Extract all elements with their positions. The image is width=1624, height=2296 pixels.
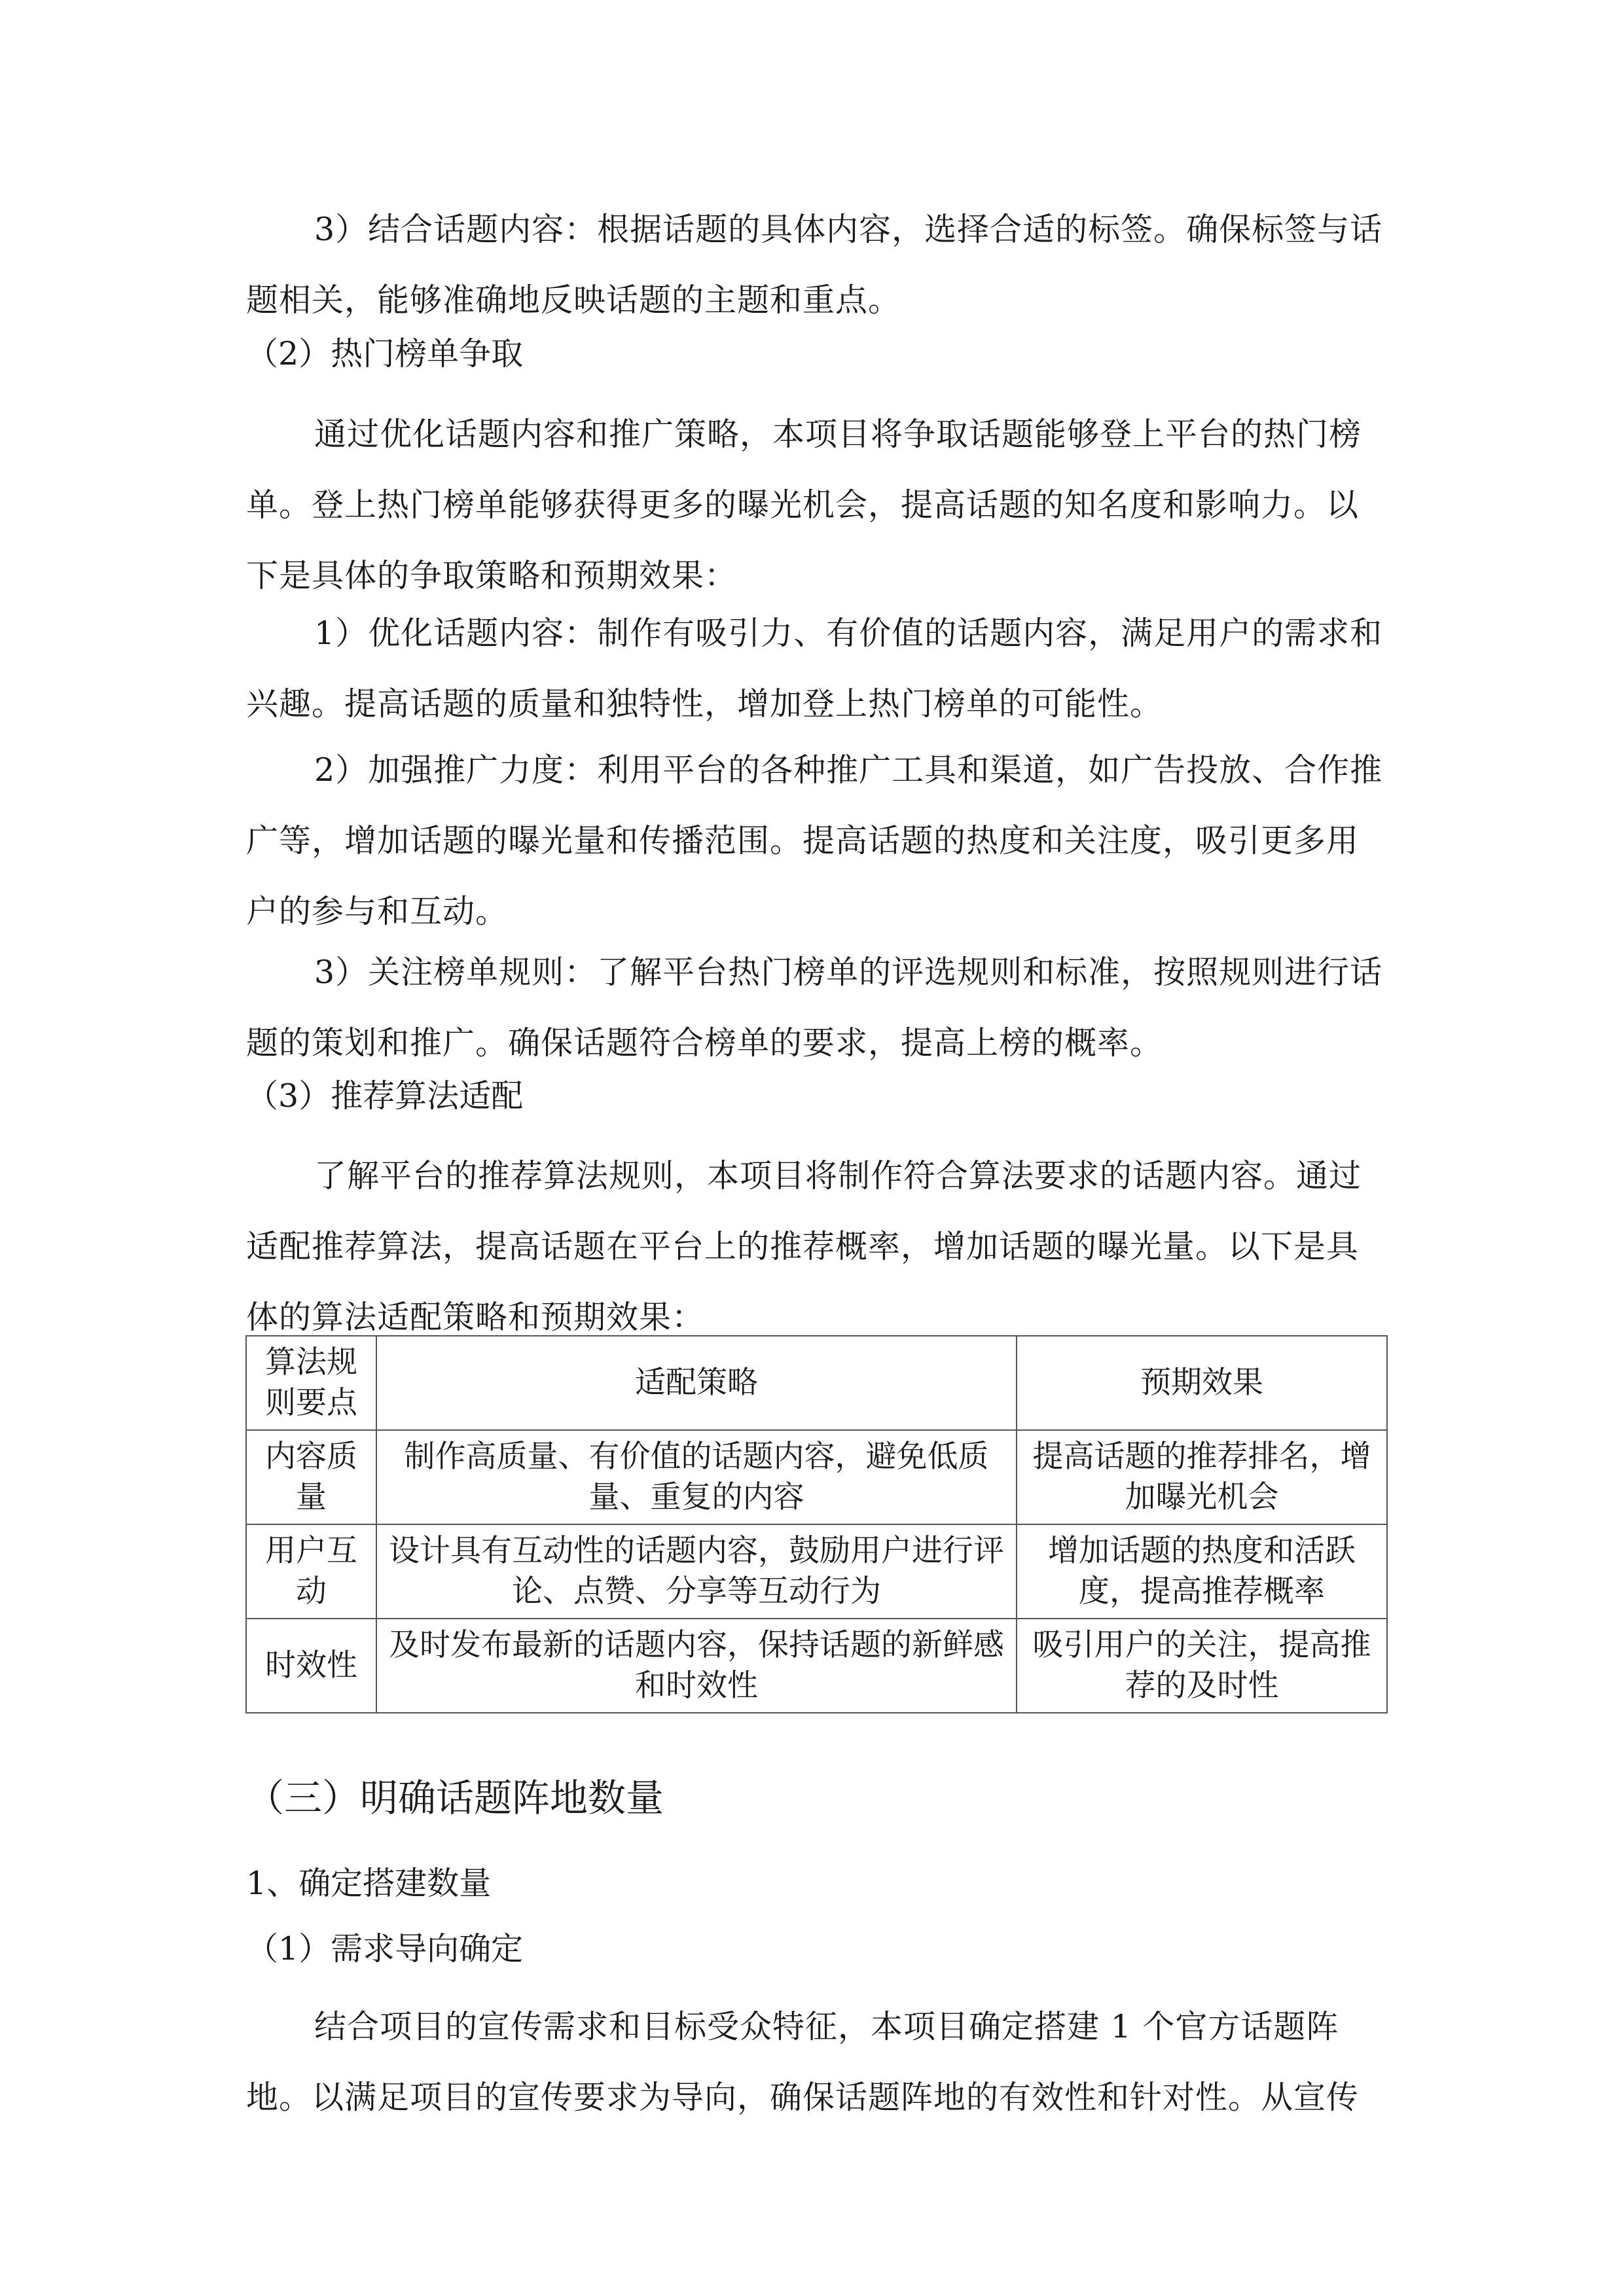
table-row (246, 1430, 1387, 1524)
heading-hot-list: （2）热门榜单争取 (246, 335, 524, 372)
table-row (246, 1619, 1387, 1713)
table-row (246, 1524, 1387, 1619)
algorithm-table (245, 1335, 1388, 1713)
heading-algorithm: （3）推荐算法适配 (246, 1077, 524, 1115)
table-cell: 内容质量 (246, 1430, 376, 1524)
table-cell: 提高话题的推荐排名，增加曝光机会 (1017, 1430, 1387, 1524)
paragraph-algorithm-intro: 了解平台的推荐算法规则，本项目将制作符合算法要求的话题内容。通过适配推荐算法，提高话题在平台上的推荐概率，增加话题的曝光量。以下是具体的算法适配策略和预期效果： (246, 1157, 1362, 1336)
table-header-cell: 适配策略 (376, 1336, 1017, 1430)
table-header-cell: 预期效果 (1017, 1336, 1387, 1430)
paragraph-list-rules: 3）关注榜单规则：了解平台热门榜单的评选规则和标准，按照规则进行话题的策划和推广。确保话题符合榜单的要求，提高上榜的概率。 (246, 954, 1383, 1062)
subheading-count: 1、确定搭建数量 (246, 1865, 492, 1902)
table-cell: 制作高质量、有价值的话题内容，避免低质量、重复的内容 (376, 1430, 1017, 1524)
paragraph-tag-content: 3）结合话题内容：根据话题的具体内容，选择合适的标签。确保标签与话题相关，能够准确地反映话题的主题和重点。 (246, 211, 1383, 319)
table-cell: 增加话题的热度和活跃度，提高推荐概率 (1017, 1524, 1387, 1619)
table-cell: 及时发布最新的话题内容，保持话题的新鲜感和时效性 (376, 1619, 1017, 1713)
paragraph-demand: 结合项目的宣传需求和目标受众特征，本项目确定搭建 1 个官方话题阵地。以满足项目的宣传要求为导向，确保话题阵地的有效性和针对性。从宣传 (246, 2008, 1360, 2116)
paragraph-hot-list-intro: 通过优化话题内容和推广策略，本项目将争取话题能够登上平台的热门榜单。登上热门榜单能够获得更多的曝光机会，提高话题的知名度和影响力。以下是具体的争取策略和预期效果： (246, 416, 1362, 594)
table-header-row (246, 1336, 1387, 1430)
table-cell: 用户互动 (246, 1524, 376, 1619)
paragraph-optimize-content: 1）优化话题内容：制作有吸引力、有价值的话题内容，满足用户的需求和兴趣。提高话题的质量和独特性，增加登上热门榜单的可能性。 (246, 615, 1383, 723)
table-cell: 吸引用户的关注，提高推荐的及时性 (1017, 1619, 1387, 1713)
table-header-cell: 算法规则要点 (246, 1336, 376, 1430)
section-heading: （三）明确话题阵地数量 (246, 1776, 664, 1820)
table-cell: 时效性 (246, 1619, 376, 1713)
paragraph-promotion: 2）加强推广力度：利用平台的各种推广工具和渠道，如广告投放、合作推广等，增加话题的曝光量和传播范围。提高话题的热度和关注度，吸引更多用户的参与和互动。 (246, 751, 1383, 930)
heading-demand: （1）需求导向确定 (246, 1930, 524, 1967)
table-cell: 设计具有互动性的话题内容，鼓励用户进行评论、点赞、分享等互动行为 (376, 1524, 1017, 1619)
